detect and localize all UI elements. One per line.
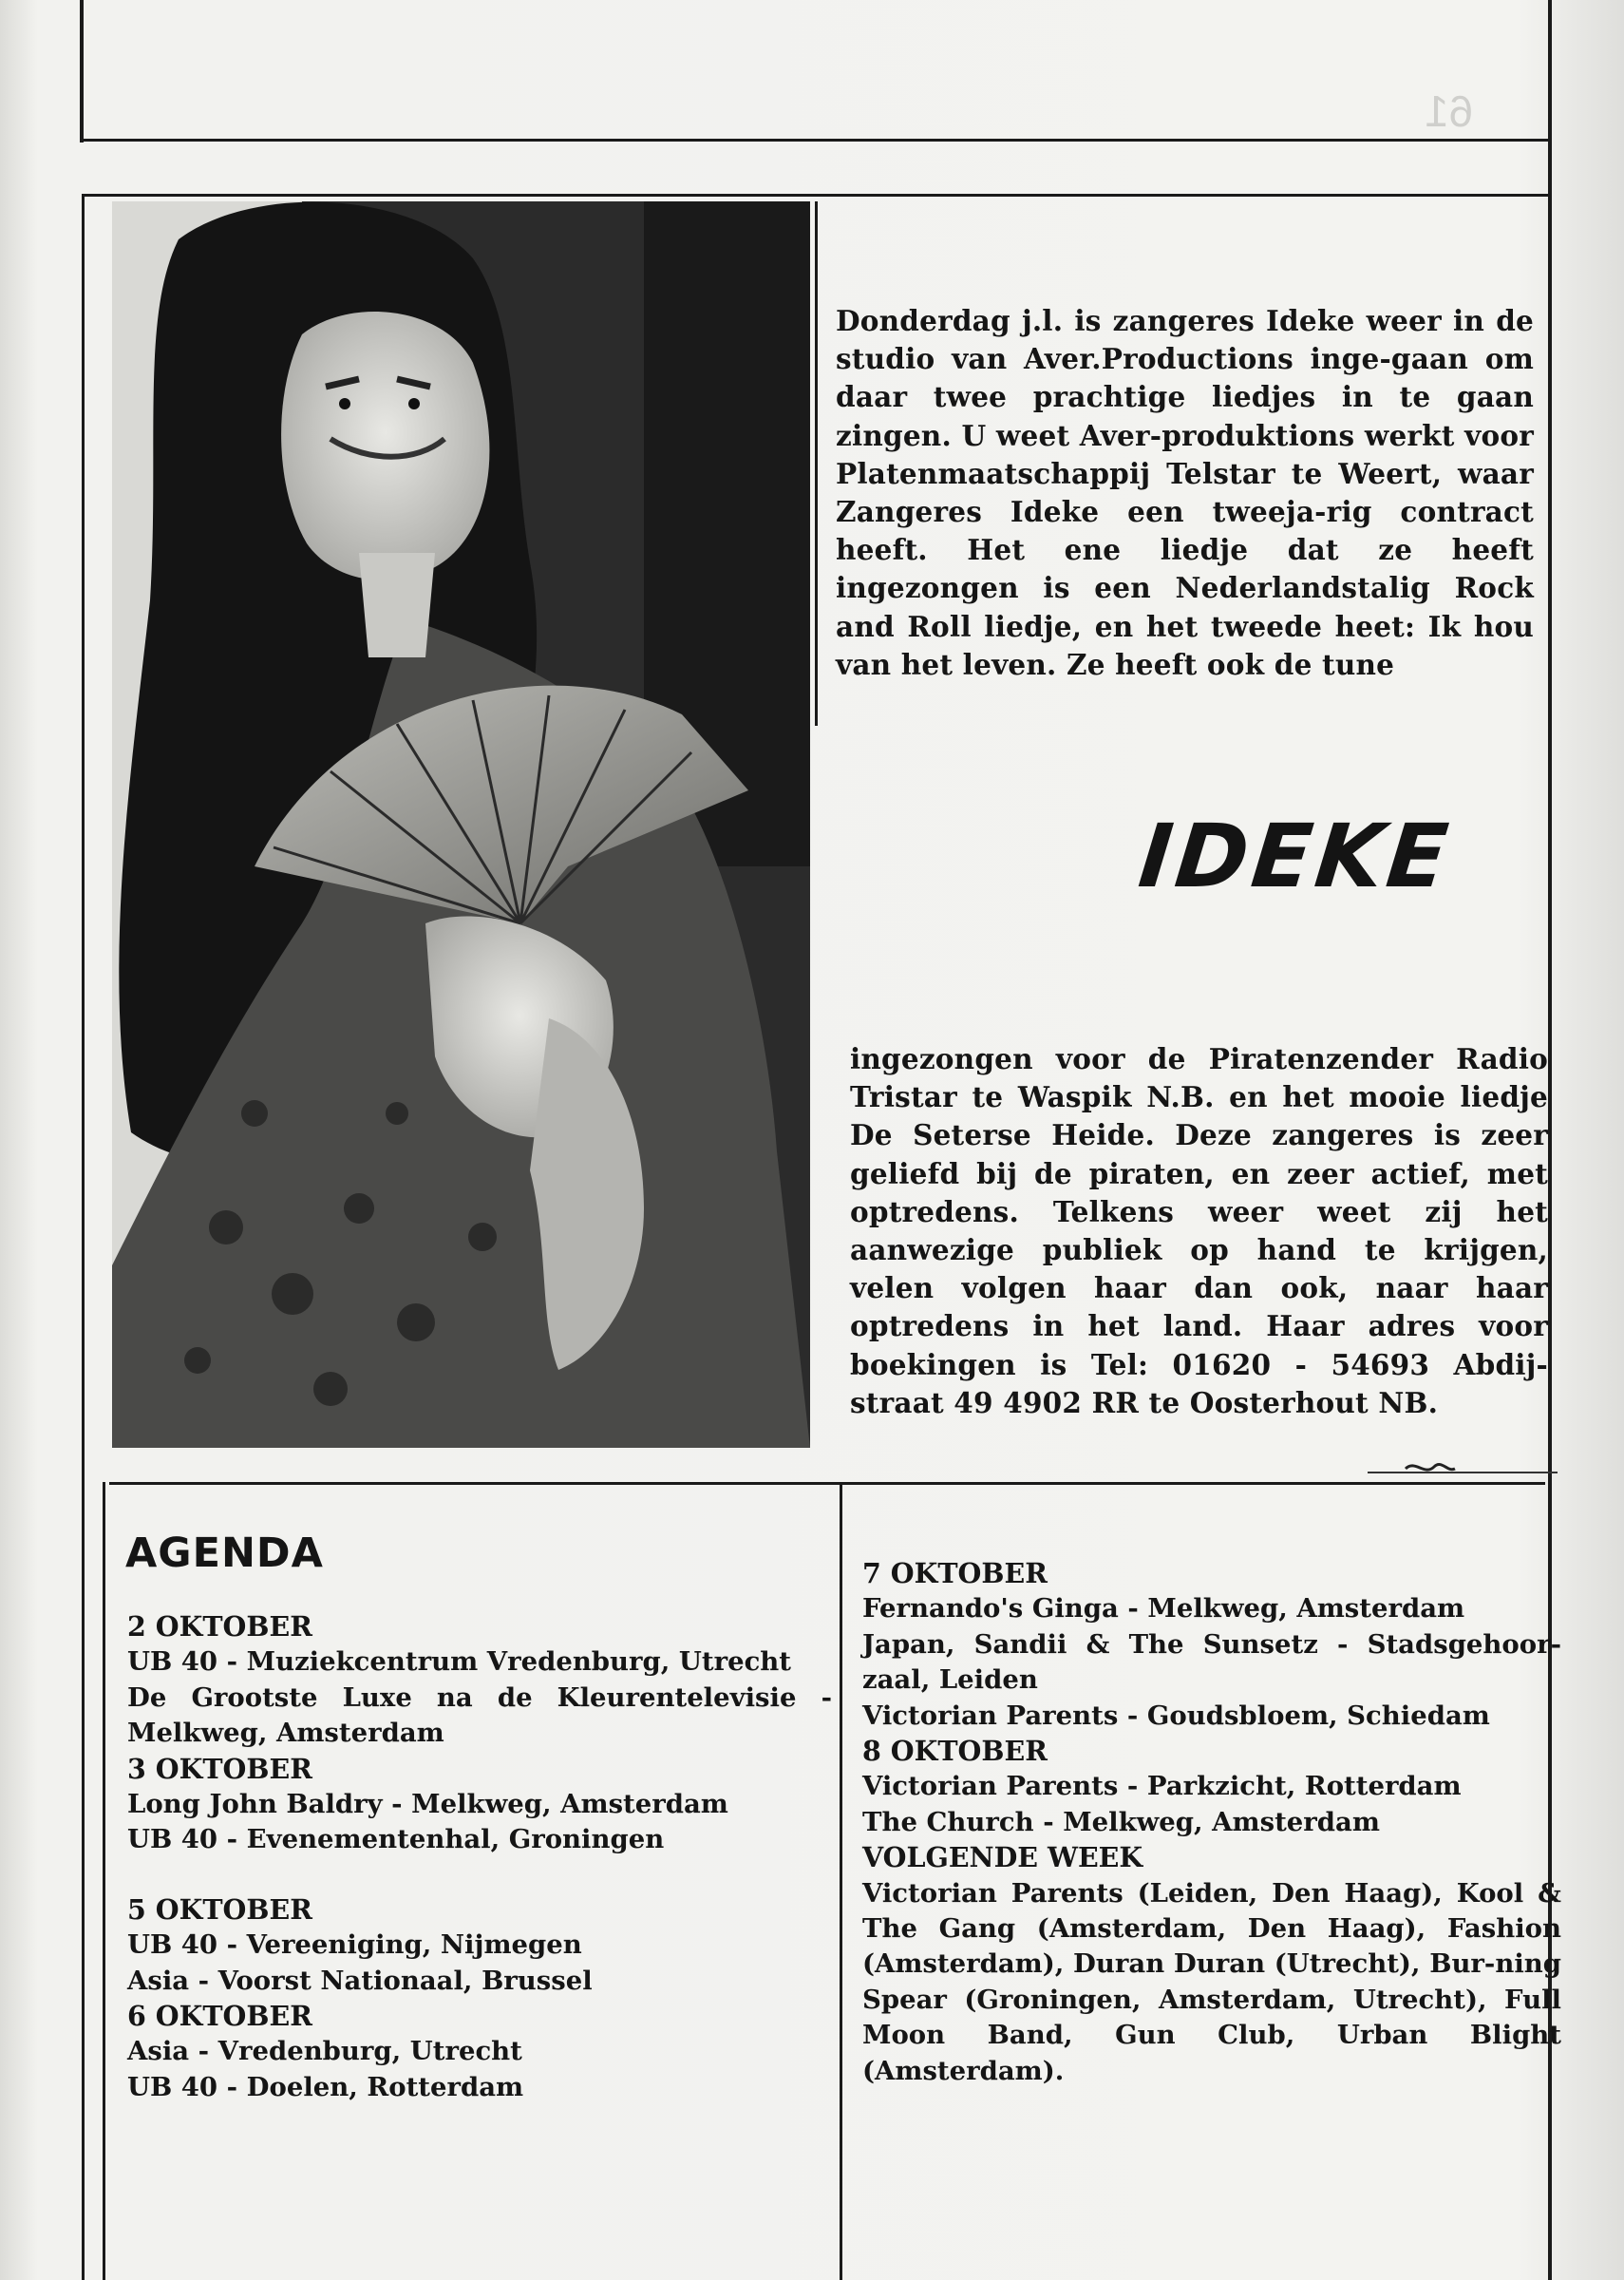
agenda-event: UB 40 - Doelen, Rotterdam <box>127 2071 524 2102</box>
agenda-event: Long John Baldry - Melkweg, Amsterdam <box>127 1789 728 1820</box>
frame-top-rule <box>82 139 1550 142</box>
agenda-right-column <box>862 1556 1561 2089</box>
agenda-date: 5 OKTOBER <box>127 1892 312 1926</box>
article-paragraph-1: Donderdag j.l. is zangeres Ideke weer in de studio van Aver.Productions inge-gaan om daar twee prachtige liedjes in te gaan zingen. U weet Aver-produktions werkt voor Platenmaatschappij Telstar te Weert, waar Zangeres Ideke een tweeja-rig contract heeft. Het ene liedje dat ze heeft ingezongen is een Nederlandstalig Rock and Roll liedje, en het tweede heet: Ik hou van het leven. Ze heeft ook de tune <box>836 304 1534 681</box>
agenda-spacer <box>127 1858 832 1892</box>
photo-right-rule <box>815 201 818 726</box>
agenda-event: De Grootste Luxe na de Kleurentelevisie - Melkweg, Amsterdam <box>127 1682 832 1749</box>
frame-left-rule <box>80 0 84 142</box>
agenda-divider <box>840 1485 842 2280</box>
agenda-event: UB 40 - Evenementenhal, Groningen <box>127 1824 665 1855</box>
agenda-event: Fernando's Ginga - Melkweg, Amsterdam <box>862 1593 1465 1624</box>
agenda-top-rule <box>109 1482 1545 1485</box>
agenda-event: Asia - Vredenburg, Utrecht <box>127 2036 522 2067</box>
article-headline: IDEKE <box>1134 806 1457 907</box>
agenda-event: UB 40 - Vereeniging, Nijmegen <box>127 1929 582 1961</box>
agenda-event: Victorian Parents - Parkzicht, Rotterdam <box>862 1771 1462 1802</box>
ideke-photo <box>112 201 810 1448</box>
article-paragraph-2: ingezongen voor de Piratenzender Radio Tristar te Waspik N.B. en het mooie liedje De Seterse Heide. Deze zangeres is zeer geliefd bij de piraten, en zeer actief, met optredens. Telkens weer weet zij het aanwezige publiek op hand te krijgen, velen volgen haar dan ook, naar haar optredens in het land. Haar adres voor boekingen is Tel: 01620 - 54693 Abdij-straat 49 4902 RR te Oosterhout NB. <box>850 1042 1548 1419</box>
agenda-date: 8 OKTOBER <box>862 1735 1048 1768</box>
agenda-event: Asia - Voorst Nationaal, Brussel <box>127 1965 593 1996</box>
agenda-event: Victorian Parents - Goudsbloem, Schiedam <box>862 1700 1490 1731</box>
signature-mark <box>1368 1452 1558 1480</box>
agenda-date: 2 OKTOBER <box>127 1610 312 1643</box>
bleed-through: 61 <box>1425 86 1474 136</box>
agenda-event: Victorian Parents (Leiden, Den Haag), Kool & The Gang (Amsterdam, Den Haag), Fashion (Amsterdam), Duran Duran (Utrecht), Bur-ning Spear (Groningen, Amsterdam, Utrecht), Full Moon Band, Gun Club, Urban Blight (Amsterdam). <box>862 1877 1561 2086</box>
ideke-photo-illustration <box>112 201 810 1448</box>
agenda-title: AGENDA <box>125 1530 324 1577</box>
agenda-date: 6 OKTOBER <box>127 2000 312 2033</box>
agenda-left-column <box>127 1609 832 2105</box>
agenda-date: 7 OKTOBER <box>862 1557 1048 1589</box>
agenda-event: UB 40 - Muziekcentrum Vredenburg, Utrecht <box>127 1646 792 1678</box>
agenda-event: Japan, Sandii & The Sunsetz - Stadsgehoor-zaal, Leiden <box>862 1628 1561 1696</box>
agenda-date: 3 OKTOBER <box>127 1752 312 1785</box>
frame-second-rule <box>82 194 1550 197</box>
frame-inner-left-rule <box>82 194 85 2280</box>
agenda-date: VOLGENDE WEEK <box>862 1841 1143 1874</box>
frame-left-column-rule <box>103 1482 105 2280</box>
agenda-event: The Church - Melkweg, Amsterdam <box>862 1806 1380 1837</box>
